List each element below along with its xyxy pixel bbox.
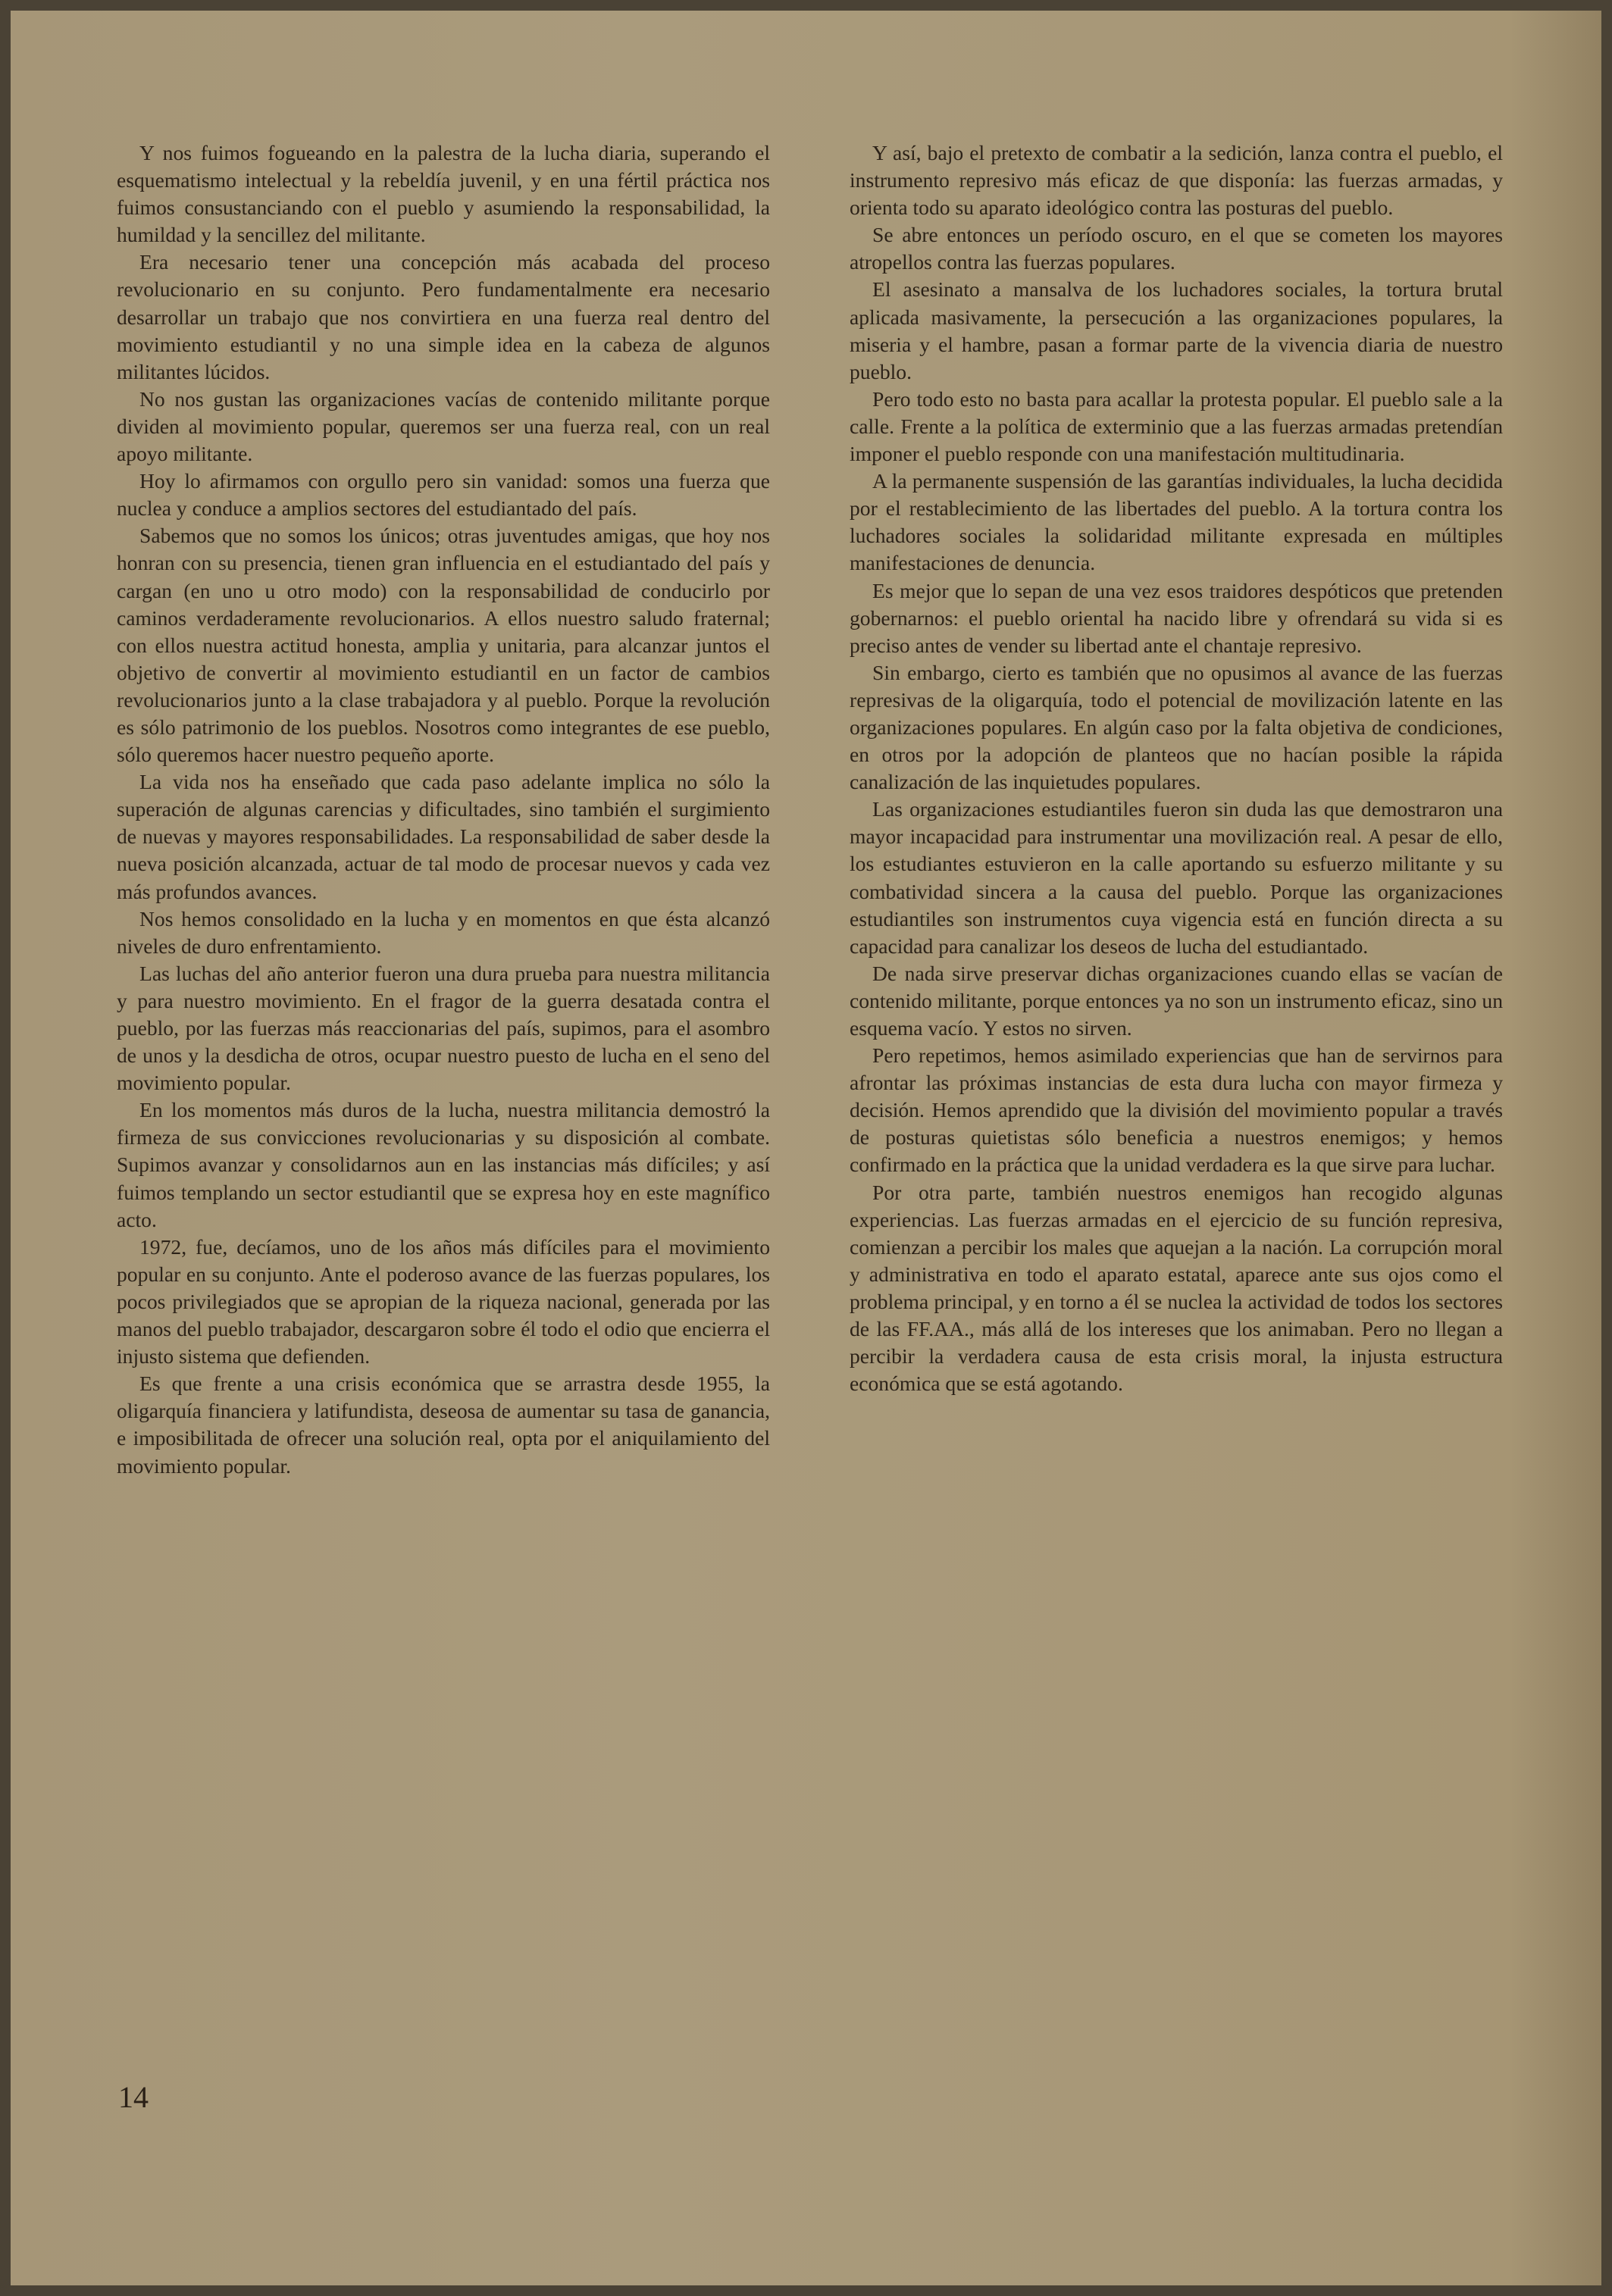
paragraph: En los momentos más duros de la lucha, nuestra militancia demostró la firmeza de sus convicciones revolucionarias y su disposición al combate. Supimos avanzar y consolidarnos aun en las instancias más difíciles; y así fuimos templando un sector estudiantil que se expresa hoy en este magnífico acto. [117, 1098, 770, 1231]
paragraph: Nos hemos consolidado en la lucha y en momentos en que ésta alcanzó niveles de duro enfrentamiento. [117, 906, 770, 958]
paragraph: Hoy lo afirmamos con orgullo pero sin vanidad: somos una fuerza que nuclea y conduce a amplios sectores del estudiantado del país. [117, 469, 770, 521]
paragraph: Las organizaciones estudiantiles fueron sin duda las que demostraron una mayor incapacidad para instrumentar una movilización real. A pesar de ello, los estudiantes estuvieron en la calle aportando su esfuerzo militante y su combatividad sincera a la causa del pueblo. Porque las organizaciones estudiantiles son instrumentos cuya vigencia está en función directa a su capacidad para canalizar los deseos de lucha del estudiantado. [850, 797, 1503, 958]
paragraph: Es mejor que lo sepan de una vez esos traidores despóticos que pretenden gobernarnos: el pueblo oriental ha nacido libre y ofrendará su vida si es preciso antes de vender su libertad ante el chantaje represivo. [850, 578, 1503, 657]
paragraph: Sabemos que no somos los únicos; otras juventudes amigas, que hoy nos honran con su presencia, tienen gran influencia en el estudiantado del país y cargan (en uno u otro modo) con la responsabilidad de conducirlo por caminos verdaderamente revolucionarios. A ellos nuestro saludo fraternal; con ellos nuestra actitud honesta, amplia y unitaria, para alcanzar juntos el objetivo de convertir al movimiento estudiantil en un factor de cambios revolucionarios junto a la clase trabajadora y al pueblo. Porque la revolución es sólo patrimonio de los pueblos. Nosotros como integrantes de ese pueblo, sólo queremos hacer nuestro pequeño aporte. [117, 524, 770, 767]
paragraph: Pero todo esto no basta para acallar la protesta popular. El pueblo sale a la calle. Frente a la política de exterminio que a las fuerzas armadas pretendían imponer el pueblo responde con una manifestación multitudinaria. [850, 386, 1503, 466]
paragraph: No nos gustan las organizaciones vacías de contenido militante porque dividen al movimiento popular, queremos ser una fuerza real, con un real apoyo militante. [117, 386, 770, 466]
page-shadow [1510, 11, 1601, 2285]
paragraph: Y nos fuimos fogueando en la palestra de la lucha diaria, superando el esquematismo intelectual y la rebeldía juvenil, y en una fértil práctica nos fuimos consustanciando con el pueblo y asumiendo la responsabilidad, la humildad y la sencillez del militante. [117, 141, 770, 247]
paragraph: 1972, fue, decíamos, uno de los años más difíciles para el movimiento popular en su conjunto. Ante el poderoso avance de las fuerzas populares, los pocos privilegiados que se apropian de la riqueza nacional, generada por las manos del pueblo trabajador, descargaron sobre él todo el odio que encierra el injusto sistema que defienden. [117, 1234, 770, 1369]
left-column [117, 139, 770, 1480]
paragraph: Sin embargo, cierto es también que no opusimos al avance de las fuerzas represivas de la oligarquía, todo el potencial de movilización latente en las organizaciones populares. En algún caso por la falta objetiva de condiciones, en otros por la adopción de planteos que no hacían posible la rápida canalización de las inquietudes populares. [850, 660, 1503, 794]
paragraph: La vida nos ha enseñado que cada paso adelante implica no sólo la superación de algunas carencias y dificultades, sino también el surgimiento de nuevas y mayores responsabilidades. La responsabilidad de saber desde la nueva posición alcanzada, actuar de tal modo de procesar nuevos y cada vez más profundos avances. [117, 770, 770, 903]
paragraph: Las luchas del año anterior fueron una dura prueba para nuestra militancia y para nuestro movimiento. En el fragor de la guerra desatada contra el pueblo, por las fuerzas más reaccionarias del país, supimos, para el asombro de unos y la desdicha de otros, ocupar nuestro puesto de lucha en el seno del movimiento popular. [117, 961, 770, 1095]
paragraph: De nada sirve preservar dichas organizaciones cuando ellas se vacían de contenido militante, porque entonces ya no son un instrumento eficaz, sino un esquema vacío. Y estos no sirven. [850, 961, 1503, 1040]
paragraph: A la permanente suspensión de las garantías individuales, la lucha decidida por el restablecimiento de las libertades del pueblo. A la tortura contra los luchadores sociales la solidaridad militante expresada en múltiples manifestaciones de denuncia. [850, 469, 1503, 575]
paragraph: Es que frente a una crisis económica que se arrastra desde 1955, la oligarquía financiera y latifundista, deseosa de aumentar su tasa de ganancia, e imposibilitada de ofrecer una solución real, opta por el aniquilamiento del movimiento popular. [117, 1372, 770, 1478]
paragraph: Era necesario tener una concepción más acabada del proceso revolucionario en su conjunto. Pero fundamentalmente era necesario desarrollar un trabajo que nos convirtiera en una fuerza real dentro del movimiento estudiantil y no una simple idea en la cabeza de algunos militantes lúcidos. [117, 250, 770, 383]
document-page [11, 11, 1601, 2285]
paragraph: Se abre entonces un período oscuro, en el que se cometen los mayores atropellos contra las fuerzas populares. [850, 223, 1503, 274]
paragraph: Por otra parte, también nuestros enemigos han recogido algunas experiencias. Las fuerzas armadas en el ejercicio de su función represiva, comienzan a percibir los males que aquejan a la nación. La corrupción moral y administrativa en todo el aparato estatal, aparece ante sus ojos como el problema principal, y en torno a él se nuclea la actividad de todos los sectores de las FF.AA., más allá de los intereses que los animaban. Pero no llegan a percibir la verdadera causa de esta crisis moral, la injusta estructura económica que se está agotando. [850, 1180, 1503, 1396]
right-column [850, 139, 1503, 1397]
paragraph: Y así, bajo el pretexto de combatir a la sedición, lanza contra el pueblo, el instrumento represivo más eficaz de que disponía: las fuerzas armadas, y orienta todo su aparato ideológico contra las posturas del pueblo. [850, 141, 1503, 220]
paragraph: Pero repetimos, hemos asimilado experiencias que han de servirnos para afrontar las próximas instancias de esta dura lucha con mayor firmeza y decisión. Hemos aprendido que la división del movimiento popular a través de posturas quietistas sólo beneficia a nuestros enemigos; y hemos confirmado en la práctica que la unidad verdadera es la que sirve para luchar. [850, 1043, 1503, 1177]
page-number: 14 [118, 2080, 149, 2114]
paragraph: El asesinato a mansalva de los luchadores sociales, la tortura brutal aplicada masivamente, la persecución a las organizaciones populares, la miseria y el hambre, pasan a formar parte de la vivencia diaria de nuestro pueblo. [850, 277, 1503, 383]
